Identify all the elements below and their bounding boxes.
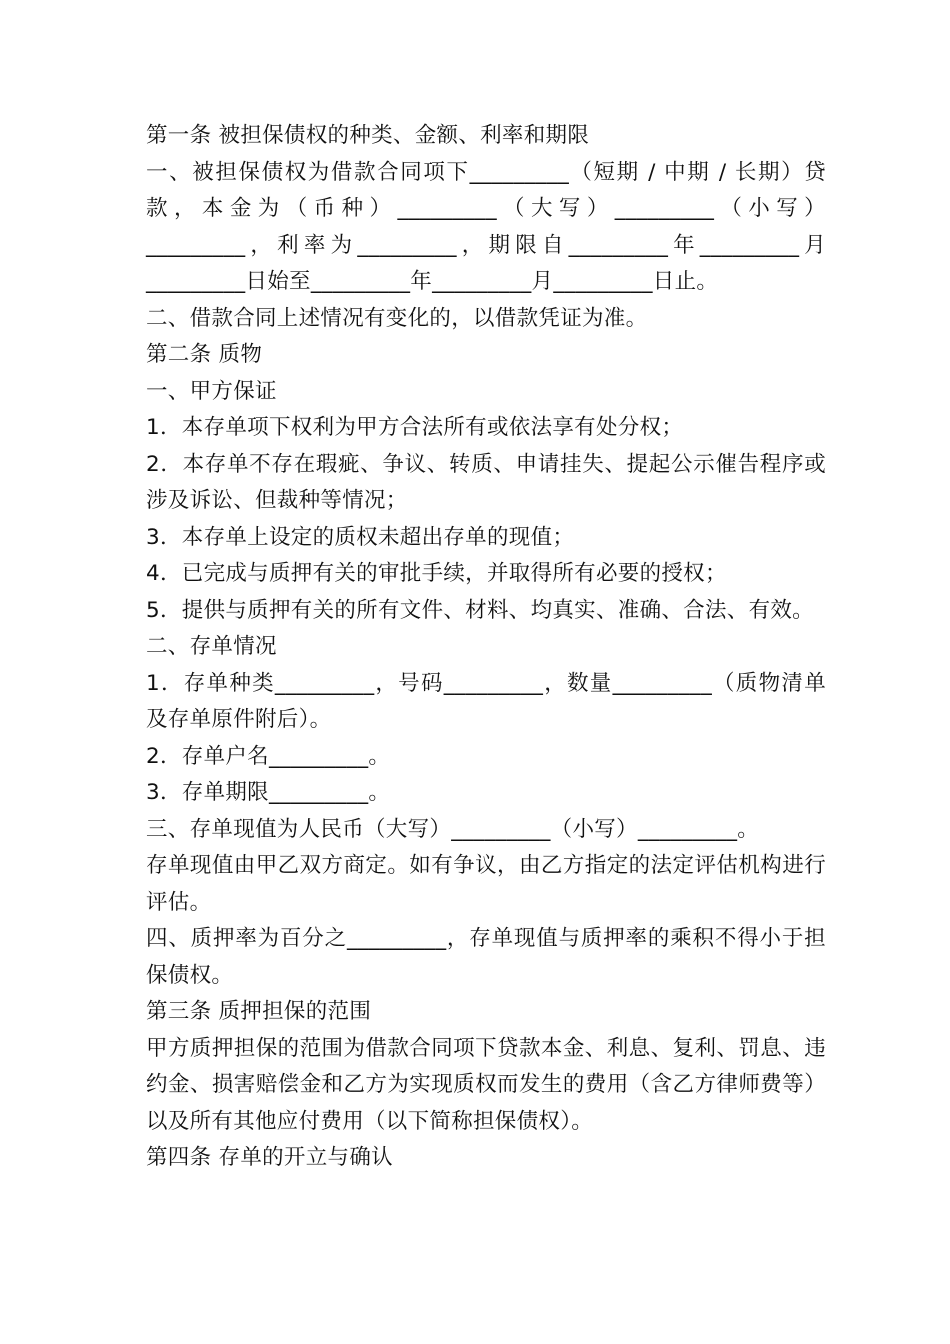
article-2-section-1-heading: 一、甲方保证 — [146, 378, 277, 404]
article-1-clause-1: 一、被担保债权为借款合同项下_________（短期 / 中期 / 长期）贷款，本金为（币种）_________（大写）_________（小写）_________，利率为_________，期限自_________年_________月_________日始至_________年_________月_________日止。 — [146, 159, 826, 294]
deposit-valuation-note: 存单现值由甲乙双方商定。如有争议，由乙方指定的法定评估机构进行评估。 — [146, 853, 826, 915]
article-2-section-3: 三、存单现值为人民币（大写）_________（小写）_________。 — [146, 816, 760, 842]
deposit-type-line: 1．存单种类_________，号码_________，数量_________（质物清单及存单原件附后）。 — [146, 670, 826, 732]
deposit-term-line: 3．存单期限_________。 — [146, 780, 391, 805]
document-body — [146, 118, 826, 1177]
article-2-item-5: 5．提供与质押有关的所有文件、材料、均真实、准确、合法、有效。 — [146, 597, 814, 623]
article-4-heading: 第四条 存单的开立与确认 — [146, 1145, 393, 1170]
article-2-item-1: 1．本存单项下权利为甲方合法所有或依法享有处分权； — [146, 415, 684, 440]
article-2-item-4: 4．已完成与质押有关的审批手续，并取得所有必要的授权； — [146, 561, 727, 586]
article-2-heading: 第二条 质物 — [146, 342, 263, 367]
article-2-section-2-heading: 二、存单情况 — [146, 634, 277, 659]
article-1-clause-2: 二、借款合同上述情况有变化的，以借款凭证为准。 — [146, 305, 648, 331]
article-3-body: 甲方质押担保的范围为借款合同项下贷款本金、利息、复利、罚息、违约金、损害赔偿金和乙方为实现质权而发生的费用（含乙方律师费等）以及所有其他应付费用（以下简称担保债权）。 — [146, 1035, 826, 1134]
article-3-heading: 第三条 质押担保的范围 — [146, 999, 372, 1024]
article-2-section-4: 四、质押率为百分之_________，存单现值与质押率的乘积不得小于担保债权。 — [146, 926, 826, 988]
article-1-heading: 第一条 被担保债权的种类、金额、利率和期限 — [146, 123, 590, 148]
article-2-item-3: 3．本存单上设定的质权未超出存单的现值； — [146, 524, 575, 550]
article-2-item-2: 2．本存单不存在瑕疵、争议、转质、申请挂失、提起公示催告程序或涉及诉讼、但裁种等情况； — [146, 451, 826, 513]
deposit-account-name-line: 2．存单户名_________。 — [146, 743, 391, 769]
